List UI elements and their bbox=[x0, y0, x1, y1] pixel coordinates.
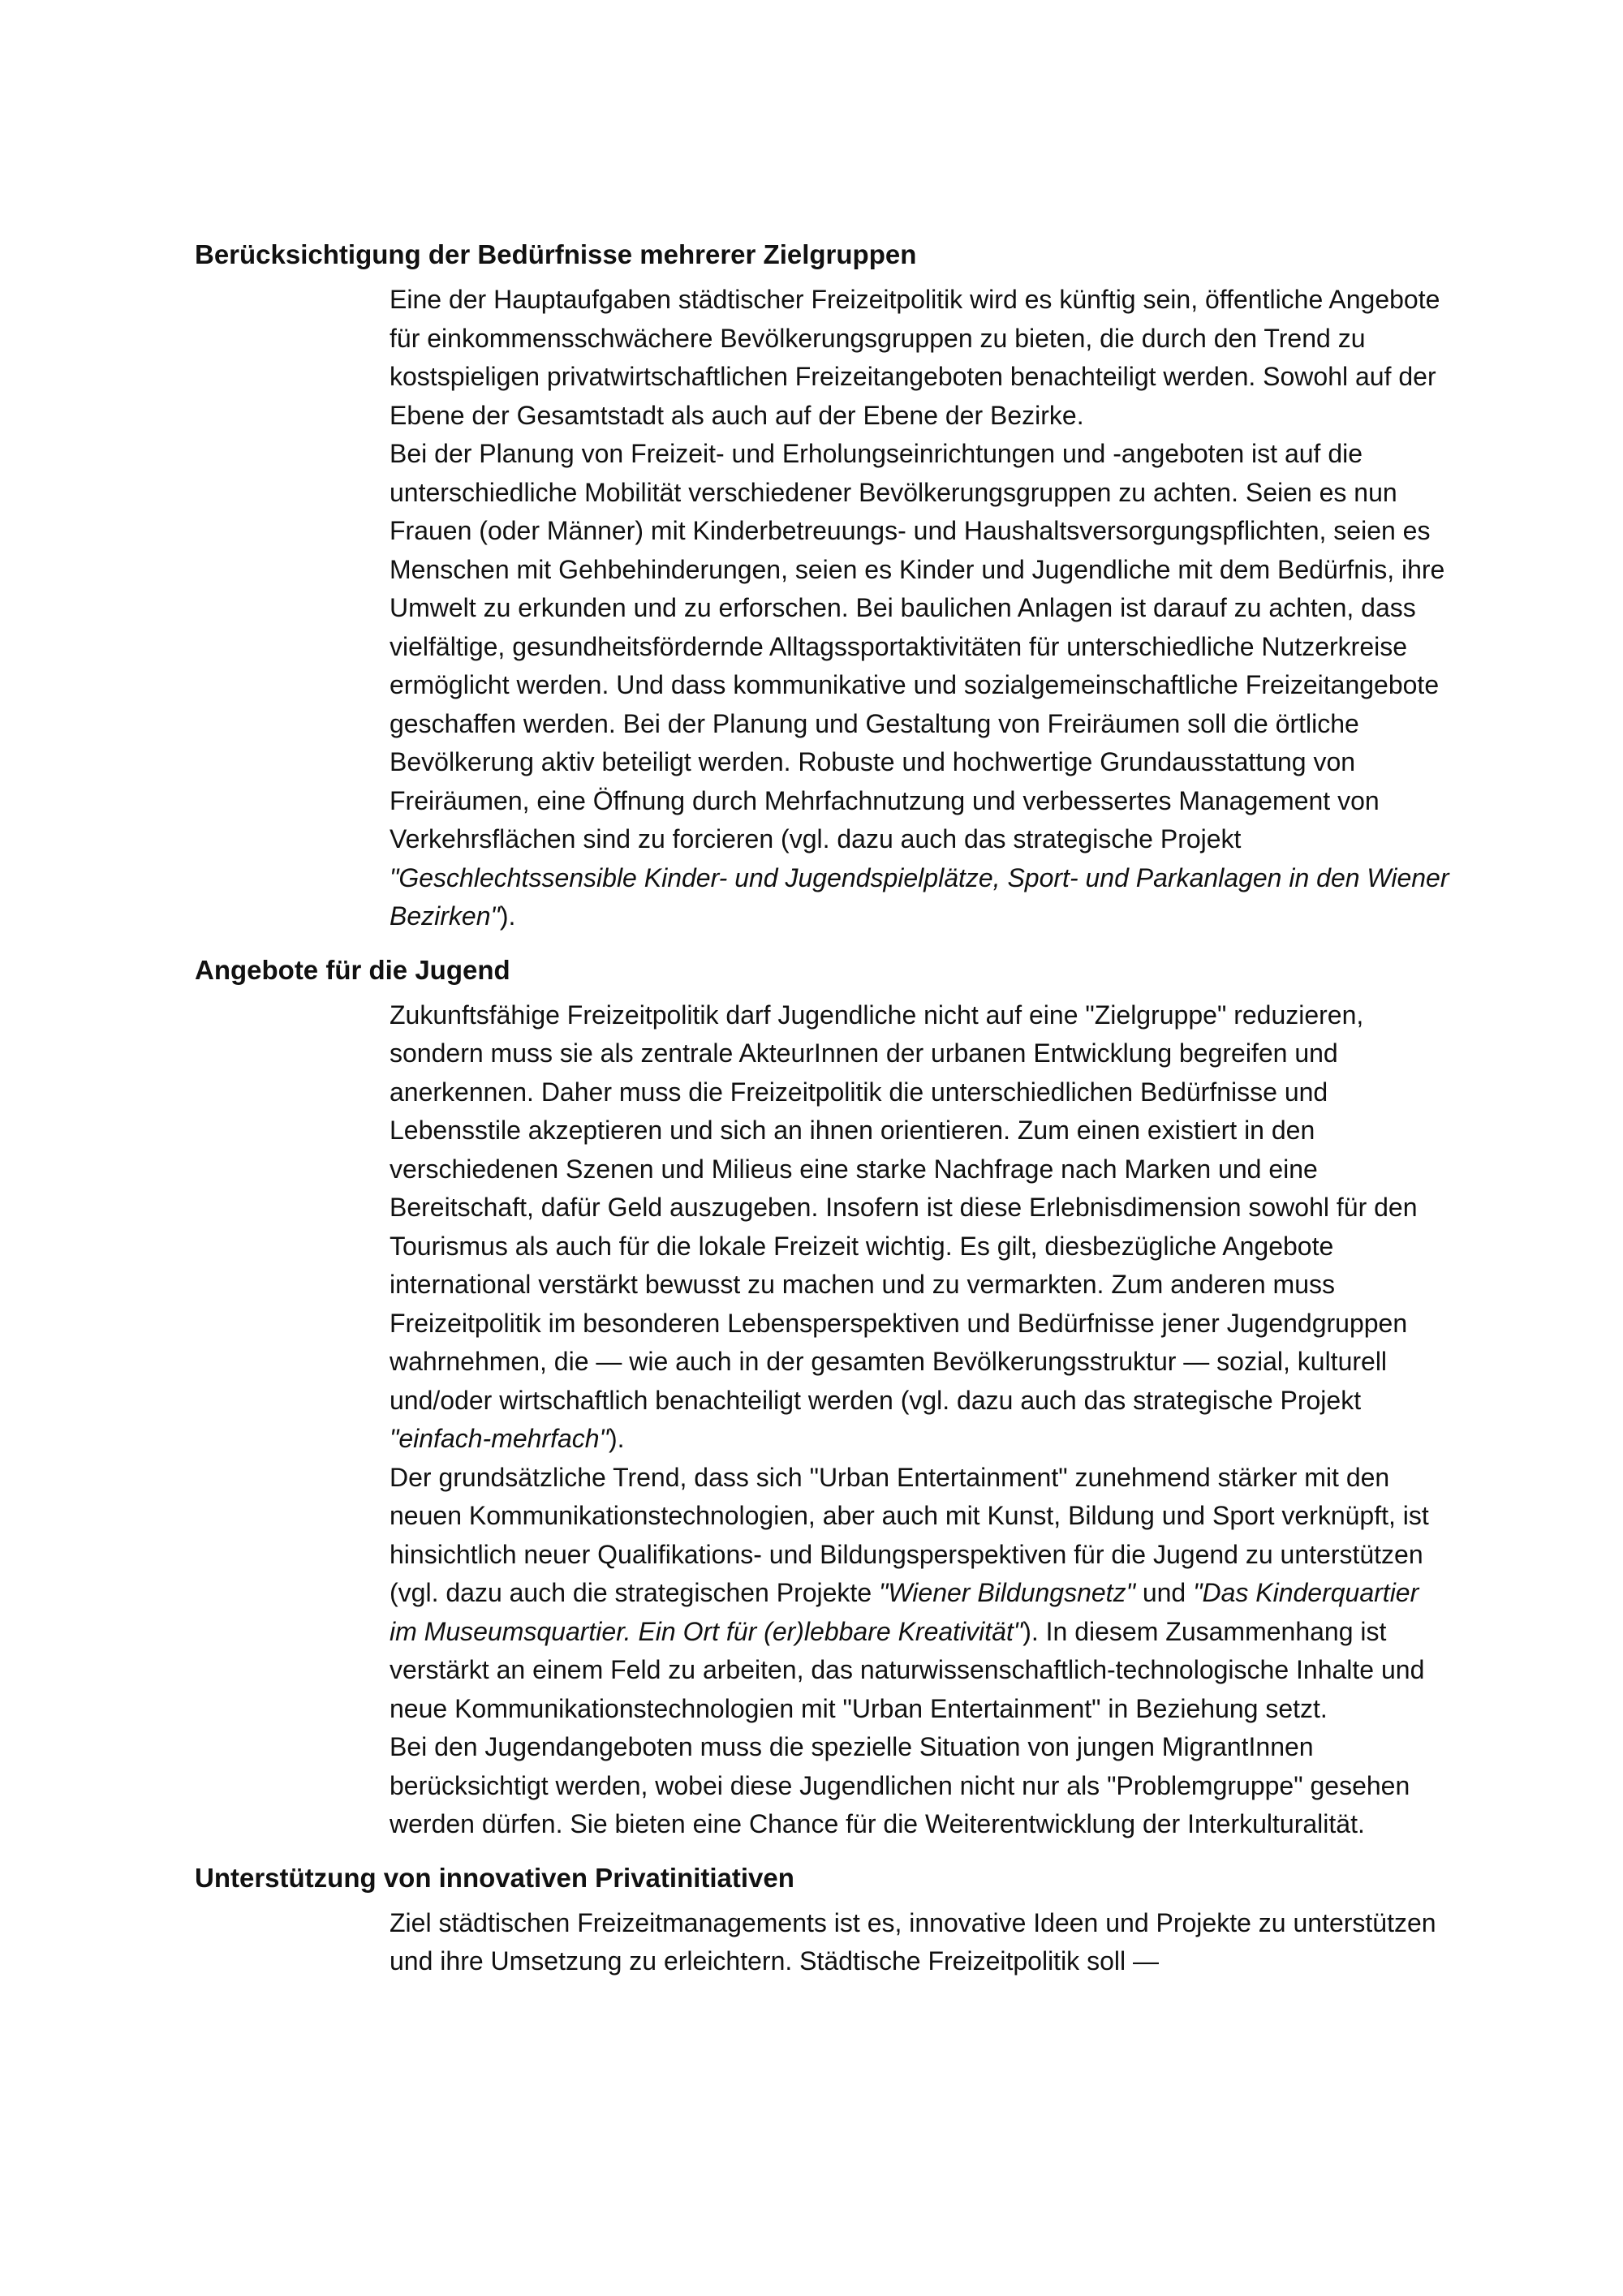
text-run: Eine der Hauptaufgaben städtischer Freizeitpolitik wird es künftig sein, öffentliche Angebote für einkommensschwächere Bevölkerungsgruppen zu bieten, die durch den Trend zu kostspieligen privatwirtschaftlichen Freizeitangeboten benachteiligt werden. Sowohl auf der Ebene der Gesamtstadt als auch auf der Ebene der Bezirke. bbox=[390, 285, 1440, 430]
section-body bbox=[390, 996, 1453, 1844]
paragraph bbox=[390, 435, 1453, 936]
section-heading: Berücksichtigung der Bedürfnisse mehrerer Zielgruppen bbox=[195, 239, 917, 269]
text-run: Bei der Planung von Freizeit- und Erholungseinrichtungen und -angeboten ist auf die unterschiedliche Mobilität verschiedener Bevölkerungsgruppen zu achten. Seien es nun Frauen (oder Männer) mit Kinderbetreuungs- und Haushaltsversorgungspflichten, seien es Menschen mit Gehbehinderungen, seien es Kinder und Jugendliche mit dem Bedürfnis, ihre Umwelt zu erkunden und zu erforschen. Bei baulichen Anlagen ist darauf zu achten, dass vielfältige, gesundheitsfördernde Alltagssportaktivitäten für unterschiedliche Nutzerkreise ermöglicht werden. Und dass kommunikative und sozialgemeinschaftliche Freizeitangebote geschaffen werden. Bei der Planung und Gestaltung von Freiräumen soll die örtliche Bevölkerung aktiv beteiligt werden. Robuste und hochwertige Grundausstattung von Freiräumen, eine Öffnung durch Mehrfachnutzung und verbessertes Management von Verkehrsflächen sind zu forcieren (vgl. dazu auch das strategische Projekt bbox=[390, 439, 1445, 853]
section-heading: Unterstützung von innovativen Privatinitiativen bbox=[195, 1862, 794, 1893]
paragraph bbox=[390, 281, 1453, 435]
project-reference: "Geschlechtssensible Kinder- und Jugendspielplätze, Sport- und Parkanlagen in den Wiener Bezirken" bbox=[390, 862, 1449, 931]
section-body bbox=[390, 1904, 1453, 1981]
section bbox=[195, 1859, 1461, 1981]
section bbox=[195, 951, 1461, 1844]
section-body bbox=[390, 281, 1453, 936]
text-run: ). In diesem Zusammenhang ist verstärkt an einem Feld zu arbeiten, das naturwissenschaftlich-technologische Inhalte und neue Kommunikationstechnologien mit "Urban Entertainment" in Beziehung setzt. bbox=[390, 1616, 1425, 1723]
text-run: und bbox=[1134, 1578, 1194, 1607]
text-run: ). bbox=[608, 1424, 625, 1453]
paragraph bbox=[390, 1459, 1453, 1729]
project-reference: "Das Kinderquartier im Museumsquartier. Ein Ort für (er)lebbare Kreativität" bbox=[390, 1578, 1419, 1646]
paragraph bbox=[390, 1728, 1453, 1844]
text-run: ). bbox=[499, 901, 516, 931]
paragraph bbox=[390, 1904, 1453, 1981]
text-run: Zukunftsfähige Freizeitpolitik darf Jugendliche nicht auf eine "Zielgruppe" reduzieren, sondern muss sie als zentrale AkteurInnen der urbanen Entwicklung begreifen und anerkennen. Daher muss die Freizeitpolitik die unterschiedlichen Bedürfnisse und Lebensstile akzeptieren und sich an ihnen orientieren. Zum einen existiert in den verschiedenen Szenen und Milieus eine starke Nachfrage nach Marken und eine Bereitschaft, dafür Geld auszugeben. Insofern ist diese Erlebnisdimension sowohl für den Tourismus als auch für die lokale Freizeit wichtig. Es gilt, diesbezügliche Angebote international verstärkt bewusst zu machen und zu vermarkten. Zum anderen muss Freizeitpolitik im besonderen Lebensperspektiven und Bedürfnisse jener Jugendgruppen wahrnehmen, die — wie auch in der gesamten Bevölkerungsstruktur — sozial, kulturell und/oder wirtschaftlich benachteiligt werden (vgl. dazu auch das strategische Projekt bbox=[390, 1000, 1418, 1415]
paragraph bbox=[390, 996, 1453, 1459]
text-run: Bei den Jugendangeboten muss die spezielle Situation von jungen MigrantInnen berücksichtigt werden, wobei diese Jugendlichen nicht nur als "Problemgruppe" gesehen werden dürfen. Sie bieten eine Chance für die Weiterentwicklung der Interkulturalität. bbox=[390, 1732, 1410, 1838]
document-content bbox=[195, 235, 1461, 1996]
text-run: Ziel städtischen Freizeitmanagements ist es, innovative Ideen und Projekte zu unterstützen und ihre Umsetzung zu erleichtern. Städtische Freizeitpolitik soll — bbox=[390, 1907, 1436, 1976]
text-run: Der grundsätzliche Trend, dass sich "Urban Entertainment" zunehmend stärker mit den neuen Kommunikationstechnologien, aber auch mit Kunst, Bildung und Sport verknüpft, ist hinsichtlich neuer Qualifikations- und Bildungsperspektiven für die Jugend zu unterstützen (vgl. dazu auch die strategischen Projekte bbox=[390, 1462, 1429, 1607]
section-heading: Angebote für die Jugend bbox=[195, 954, 510, 985]
project-reference: "einfach-mehrfach" bbox=[390, 1424, 609, 1453]
project-reference: "Wiener Bildungsnetz" bbox=[879, 1578, 1135, 1607]
section bbox=[195, 235, 1461, 936]
